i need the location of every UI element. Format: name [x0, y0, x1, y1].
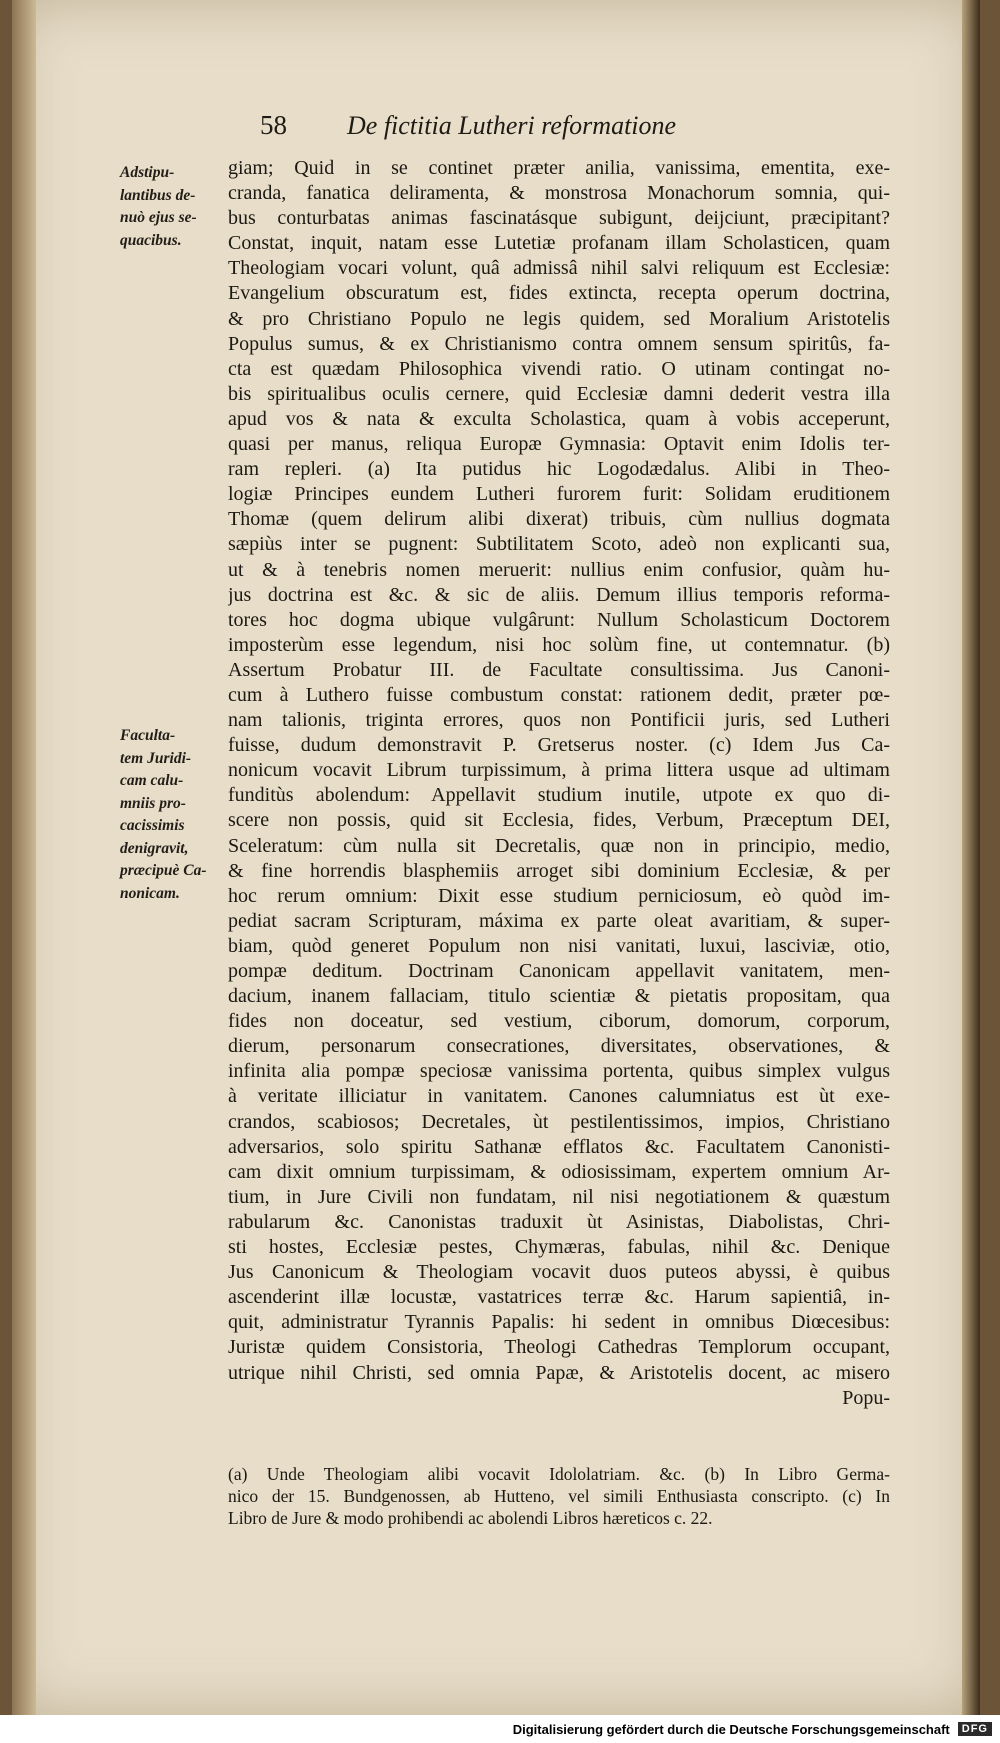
digitization-footer	[0, 1715, 1000, 1743]
text-line: cta est quædam Philosophica vivendi ratio. O utinam contingat no-	[228, 357, 890, 380]
footnote-line: (a) Unde Theologiam alibi vocavit Idololatriam. &c. (b) In Libro Germa-	[228, 1464, 890, 1484]
text-line: & pro Christiano Populo ne legis quidem, sed Moralium Aristotelis	[228, 307, 890, 330]
text-line: imposterùm esse legendum, nisi hoc solùm fine, ut contemnatur. (b)	[228, 633, 890, 656]
running-header	[260, 110, 780, 141]
text-line: apud vos & nata & exculta Scholastica, quam à vobis acceperunt,	[228, 407, 890, 430]
text-line: sæpiùs inter se pugnent: Subtilitatem Scoto, adeò non explicanti sua,	[228, 533, 890, 556]
margin-note-line: cacissimis	[120, 817, 185, 834]
text-line: fides non doceatur, sed vestium, ciborum, domorum, corporum,	[228, 1010, 890, 1033]
text-line: & fine horrendis blasphemiis arroget sibi dominium Ecclesiæ, & per	[228, 859, 890, 882]
text-line: ram repleri. (a) Ita putidus hic Logodædalus. Alibi in Theo-	[228, 458, 890, 481]
text-line: Juristæ quidem Consistoria, Theologi Cathedras Templorum occupant,	[228, 1336, 890, 1359]
text-line: logiæ Principes eundem Lutheri furorem furit: Solidam eruditionem	[228, 483, 890, 506]
text-line: Thomæ (quem delirum alibi dixerat) tribuis, cùm nullius dogmata	[228, 508, 890, 531]
margin-note-line: lantibus de-	[120, 186, 196, 204]
text-line: quasi per manus, reliqua Europæ Gymnasia: Optavit enim Idolis ter-	[228, 433, 890, 456]
text-line: à veritate illiciatur in vanitatem. Canones calumniatus est ùt exe-	[228, 1085, 890, 1108]
margin-note-line: Faculta-	[120, 727, 176, 744]
page-fore-edge	[962, 0, 980, 1715]
running-title: De fictitia Lutheri reformatione	[347, 111, 677, 140]
text-line: tium, in Jure Civili non fundatam, nil nisi negotiationem & quæstum	[228, 1185, 890, 1208]
text-line: bus conturbatas animas fascinatásque subigunt, deijciunt, præcipitant?	[228, 207, 890, 230]
text-line: biam, quòd generet Populum non nisi vanitati, luxui, lasciviæ, otio,	[228, 934, 890, 957]
text-line: giam; Quid in se continet præter anilia, vanissima, ementita, exe-	[228, 157, 890, 179]
text-line: Evangelium obscuratum est, fides extincta, recepta operum doctrina,	[228, 282, 890, 305]
text-line: scere non possis, quid sit Ecclesia, fides, Verbum, Præceptum DEI,	[228, 809, 890, 832]
text-line: dacium, inanem fallaciam, titulo scientiæ & pietatis propositam, qua	[228, 985, 890, 1008]
text-line: ut & à tenebris nomen meruerit: nullius enim confusior, quàm hu-	[228, 558, 890, 581]
dfg-logo-icon: DFG	[958, 1722, 992, 1736]
text-line: Constat, inquit, natam esse Lutetiæ profanam illam Scholasticen, quam	[228, 232, 890, 255]
page-number: 58	[260, 110, 287, 140]
text-line: quit, administratur Tyrannis Papalis: hi sedent in omnibus Diœcesibus:	[228, 1311, 890, 1334]
text-line: Assertum Probatur III. de Facultate consultissima. Jus Canoni-	[228, 658, 890, 681]
text-line: pompæ deditum. Doctrinam Canonicam appellavit vanitatem, men-	[228, 960, 890, 982]
margin-note-line: cam calu-	[120, 772, 184, 789]
margin-note-line: mniis pro-	[120, 794, 186, 812]
text-line: nam talionis, triginta errores, quos non Pontificii juris, sed Lutheri	[228, 709, 890, 732]
margin-note-2	[120, 725, 232, 905]
text-line: dierum, personarum consecrationes, diversitates, observationes, &	[228, 1035, 890, 1058]
text-line: tores hoc dogma ubique vulgârunt: Nullum Scholasticum Doctorem	[228, 608, 890, 631]
footer-credit: Digitalisierung gefördert durch die Deutsche Forschungsgemeinschaft	[512, 1721, 950, 1737]
margin-note-line: nuò ejus se-	[120, 209, 197, 226]
text-line: jus doctrina est &c. & sic de aliis. Demum illius temporis reforma-	[228, 583, 890, 606]
margin-note-line: nonicam.	[120, 884, 180, 902]
body-text	[228, 156, 890, 1411]
text-line: cam dixit omnium turpissimam, & odiosissimam, expertem omnium Ar-	[228, 1160, 890, 1183]
footnotes	[228, 1463, 890, 1529]
text-line: cum à Luthero fuisse combustum constat: rationem dedit, præter pœ-	[228, 683, 890, 706]
text-line: pediat sacram Scripturam, máxima ex parte oleat avaritiam, & super-	[228, 909, 890, 932]
text-line: Populus sumus, & ex Christianismo contra omnem sensum spiritûs, fa-	[228, 332, 890, 355]
margin-note-line: denigravit,	[120, 839, 189, 857]
text-line: infinita alia pompæ speciosæ vanissima portenta, quibus simplex vulgus	[228, 1060, 890, 1083]
page-gutter	[12, 0, 36, 1715]
text-line: adversarios, solo spiritu Sathanæ efflatos &c. Facultatem Canonisti-	[228, 1135, 890, 1158]
text-line: fuisse, dudum demonstravit P. Gretserus noster. (c) Idem Jus Ca-	[228, 734, 890, 757]
text-line: crandos, scabiosos; Decretales, ùt pestilentissimos, impios, Christiano	[228, 1110, 890, 1133]
margin-note-line: quacibus.	[120, 231, 182, 249]
margin-note-line: Adstipu-	[120, 164, 175, 181]
text-line: sti hostes, Ecclesiæ pestes, Chymæras, fabulas, nihil &c. Denique	[228, 1236, 890, 1259]
text-line: Popu-	[842, 1386, 890, 1409]
text-line: bis spiritualibus oculis cernere, quid Ecclesiæ damni dederit vestra illa	[228, 382, 890, 405]
margin-note-1	[120, 162, 232, 252]
text-line: utrique nihil Christi, sed omnia Papæ, & Aristotelis docent, ac misero	[228, 1361, 890, 1384]
text-line: cranda, fanatica deliramenta, & monstrosa Monachorum somnia, qui-	[228, 182, 890, 205]
text-line: Theologiam vocari volunt, quâ admissâ nihil salvi reliquum est Ecclesiæ:	[228, 257, 890, 280]
text-line: hoc rerum omnium: Dixit esse studium perniciosum, eò quòd im-	[228, 884, 890, 907]
text-line: rabularum &c. Canonistas traduxit ùt Asinistas, Diabolistas, Chri-	[228, 1210, 890, 1233]
text-line: funditùs abolendum: Appellavit studium inutile, utpote ex quo di-	[228, 784, 890, 807]
text-line: nonicum vocavit Librum turpissimum, à prima littera usque ad ultimam	[228, 759, 890, 782]
margin-note-line: præcipuè Ca-	[120, 862, 207, 879]
footnote-line: Libro de Jure & modo prohibendi ac abolendi Libros hæreticos c. 22.	[228, 1508, 713, 1528]
text-line: Jus Canonicum & Theologiam vocavit duos puteos abyssi, è quibus	[228, 1261, 890, 1284]
text-line: ascenderint illæ locustæ, vastatrices terræ &c. Harum sapientiâ, in-	[228, 1286, 890, 1309]
text-line: Sceleratum: cùm nulla sit Decretalis, quæ non in principio, medio,	[228, 834, 890, 857]
margin-note-line: tem Juridi-	[120, 749, 192, 767]
footnote-line: nico der 15. Bundgenossen, ab Hutteno, vel simili Enthusiasta conscripto. (c) In	[228, 1486, 890, 1506]
